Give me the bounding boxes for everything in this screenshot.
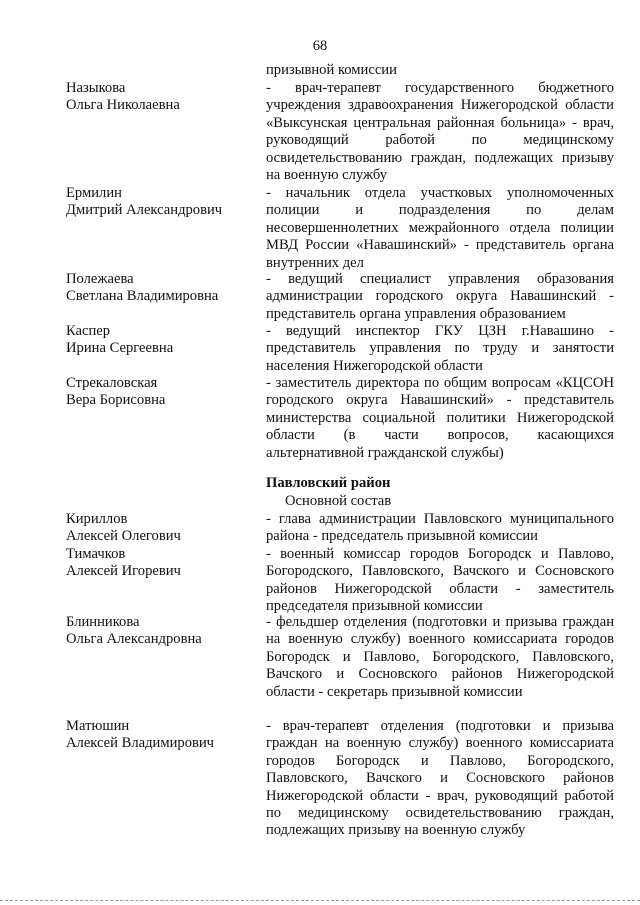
member-role: - врач-терапевт государственного бюджетного учреждения здравоохранения Нижегородской области «Выксунская центральная районная больница» - врач, руководящий работой по медицинскому освидетельствованию граждан, подлежащих призыву на военную службу [266, 80, 614, 184]
member-given-names: Дмитрий Александрович [66, 202, 223, 219]
member-surname: Назыкова [66, 80, 126, 96]
page-number: 68 [312, 38, 328, 54]
member-given-names: Ольга Александровна [66, 631, 202, 648]
member-name [66, 614, 256, 649]
member-surname: Стрекаловская [66, 375, 158, 391]
member-given-names: Алексей Олегович [66, 528, 181, 545]
member-surname: Блинникова [66, 614, 140, 630]
member-name [66, 80, 256, 115]
continuation-text: призывной комиссии [266, 62, 397, 78]
member-surname: Кириллов [66, 511, 128, 527]
member-role: - заместитель директора по общим вопросам «КЦСОН городского округа Навашинский» - представитель министерства социальной политики Нижегородской области (в части вопросов, касающихся альтернативной гражданской службы) [266, 375, 614, 461]
district-title: Павловский район [266, 475, 391, 491]
composition-subtitle: Основной состав [285, 493, 392, 509]
page-bottom-rule [0, 900, 640, 901]
member-name [66, 323, 256, 358]
member-surname: Полежаева [66, 271, 134, 287]
member-name [66, 271, 256, 306]
member-role: - ведущий специалист управления образования администрации городского округа Навашинский - представитель органа управления образованием [266, 271, 614, 322]
member-surname: Матюшин [66, 718, 130, 734]
member-role: - врач-терапевт отделения (подготовки и призыва граждан на военную службу) военного комиссариата городов Богородск и Павлово, Богородского, Павловского, Вачского и Сосновского районов Нижегородской области - врач, руководящий работой по медицинскому освидетельствованию граждан, подлежащих призыву на военную службу [266, 718, 614, 839]
member-given-names: Вера Борисовна [66, 392, 166, 409]
member-surname: Ермилин [66, 185, 122, 201]
member-given-names: Светлана Владимировна [66, 288, 219, 305]
member-surname: Каспер [66, 323, 111, 339]
member-role: - глава администрации Павловского муниципального района - председатель призывной комиссии [266, 511, 614, 545]
member-given-names: Ольга Николаевна [66, 97, 180, 114]
member-given-names: Ирина Сергеевна [66, 340, 174, 357]
member-role: - военный комиссар городов Богородск и Павлово, Богородского, Павловского, Вачского и Сосновского районов Нижегородской области - заместитель председателя призывной комиссии [266, 546, 614, 615]
member-name [66, 718, 256, 753]
member-surname: Тимачков [66, 546, 126, 562]
member-name [66, 375, 256, 410]
member-role: - фельдшер отделения (подготовки и призыва граждан на военную службу) военного комиссариата городов Богородск и Павлово, Богородского, Павловского, Вачского и Сосновского районов Нижегородской области - секретарь призывной комиссии [266, 614, 614, 700]
member-name [66, 511, 256, 546]
member-name [66, 546, 256, 581]
member-given-names: Алексей Владимирович [66, 735, 215, 752]
member-role: - начальник отдела участковых уполномоченных полиции и подразделения по делам несовершеннолетних межрайонного отдела полиции МВД России «Навашинский» - представитель органа внутренних дел [266, 185, 614, 271]
member-role: - ведущий инспектор ГКУ ЦЗН г.Навашино - представитель управления по труду и занятости населения Нижегородской области [266, 323, 614, 374]
member-name [66, 185, 256, 220]
member-given-names: Алексей Игоревич [66, 563, 181, 580]
